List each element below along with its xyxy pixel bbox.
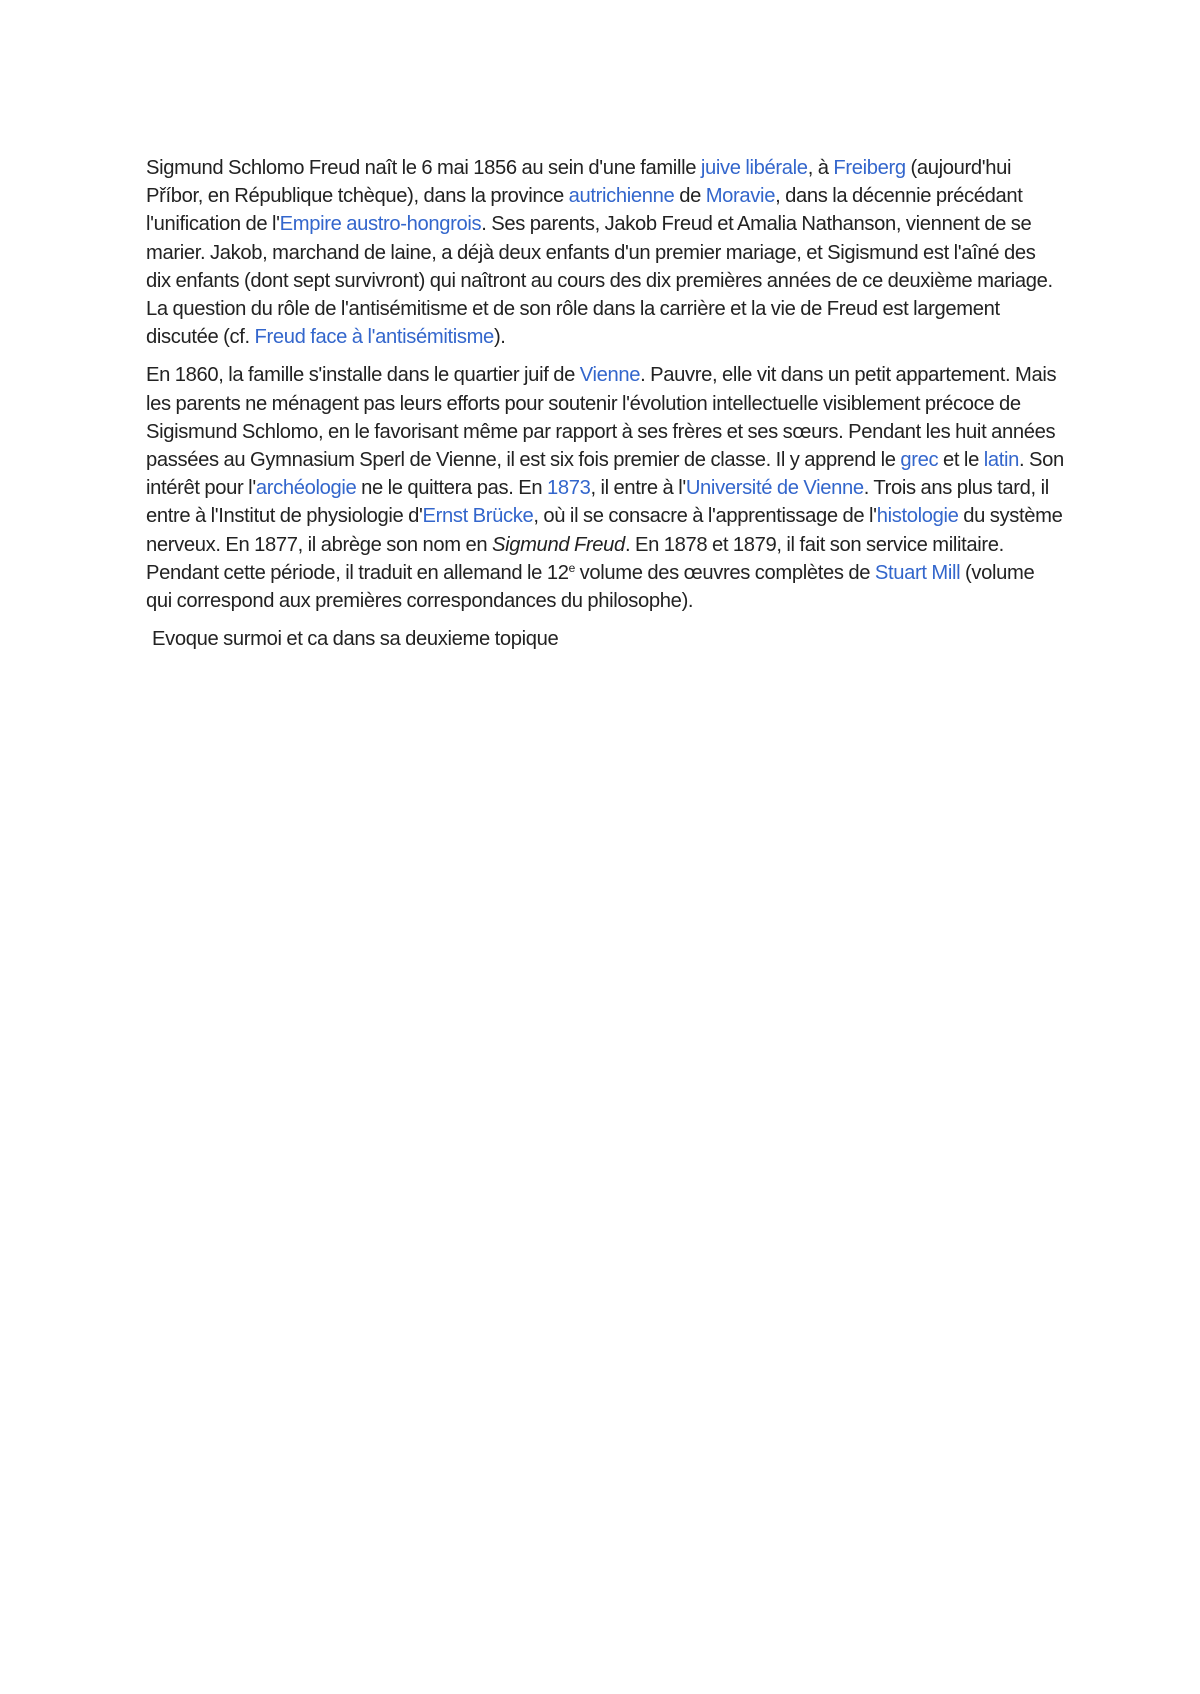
- text-span: Sigmund Schlomo Freud naît le 6 mai 1856 au sein d'une famille: [146, 157, 701, 179]
- text-span: ne le quittera pas. En: [356, 477, 547, 500]
- text-span: du système nerveux. En 1877, il abrège son nom en: [146, 505, 1063, 556]
- text-span: (volume qui correspond aux premières correspondances du philosophe).: [146, 561, 1035, 613]
- text-span: volume des œuvres complètes de: [574, 561, 875, 584]
- text-span: ).: [493, 326, 506, 349]
- link-vienne[interactable]: Vienne: [579, 364, 641, 387]
- link-archeologie[interactable]: archéologie: [255, 477, 357, 500]
- link-juive-liberale[interactable]: juive libérale: [700, 157, 808, 179]
- link-universite-de-vienne[interactable]: Université de Vienne: [685, 477, 864, 500]
- text-span: , à: [807, 157, 834, 179]
- link-1873[interactable]: 1873: [546, 477, 591, 500]
- text-span: . En 1878 et 1879, il fait son service militaire. Pendant cette période, il traduit en allemand le 12: [146, 533, 1004, 584]
- link-ernst-brucke[interactable]: Ernst Brücke: [422, 505, 534, 528]
- superscript-e: e: [568, 560, 575, 575]
- link-latin[interactable]: latin: [983, 449, 1020, 472]
- text-span: de: [674, 185, 706, 208]
- text-span: , dans la décennie précédant l'unification de l': [146, 185, 1023, 236]
- text-span: En 1860, la famille s'installe dans le quartier juif de: [146, 364, 580, 387]
- link-freud-antisemitisme[interactable]: Freud face à l'antisémitisme: [254, 326, 494, 349]
- text-span: et le: [938, 449, 984, 472]
- text-span: . Pauvre, elle vit dans un petit appartement. Mais les parents ne ménagent pas leurs efforts pour soutenir l'évolution intellectuelle visiblement précoce de Sigismund Schlomo, en le favorisant même par rapport à ses frères et ses sœurs. Pendant les huit années passées au Gymnasium Sperl de Vienne, il est six fois premier de classe. Il y apprend le: [146, 364, 1057, 472]
- document-body: [146, 154, 1064, 663]
- text-span: , il entre à l': [590, 477, 686, 500]
- text-span: . Son intérêt pour l': [146, 449, 1064, 500]
- text-span: . Ses parents, Jakob Freud et Amalia Nathanson, viennent de se marier. Jakob, marchand de laine, a déjà deux enfants d'un premier mariage, et Sigismund est l'aîné des dix enfants (dont sept survivront) qui naîtront au cours des dix premières années de ce deuxième mariage. La question du rôle de l'antisémitisme et de son rôle dans la carrière et la vie de Freud est largement discutée (cf.: [146, 213, 1053, 349]
- link-moravie[interactable]: Moravie: [705, 185, 776, 208]
- link-autrichienne[interactable]: autrichienne: [568, 185, 675, 208]
- text-span: (aujourd'hui Příbor, en République tchèque), dans la province: [146, 157, 1012, 208]
- link-freiberg[interactable]: Freiberg: [833, 157, 906, 179]
- italic-name: Sigmund Freud: [491, 533, 625, 556]
- link-stuart-mill[interactable]: Stuart Mill: [874, 561, 961, 584]
- text-span: , où il se consacre à l'apprentissage de l': [533, 505, 877, 528]
- link-empire-austro-hongrois[interactable]: Empire austro-hongrois: [279, 213, 482, 236]
- paragraph-youth: [146, 361, 1064, 615]
- link-histologie[interactable]: histologie: [876, 505, 959, 528]
- paragraph-birth: [146, 154, 1064, 351]
- note-line: Evoque surmoi et ca dans sa deuxieme topique: [152, 628, 559, 651]
- text-span: . Trois ans plus tard, il entre à l'Institut de physiologie d': [146, 477, 1049, 528]
- link-grec[interactable]: grec: [900, 449, 939, 472]
